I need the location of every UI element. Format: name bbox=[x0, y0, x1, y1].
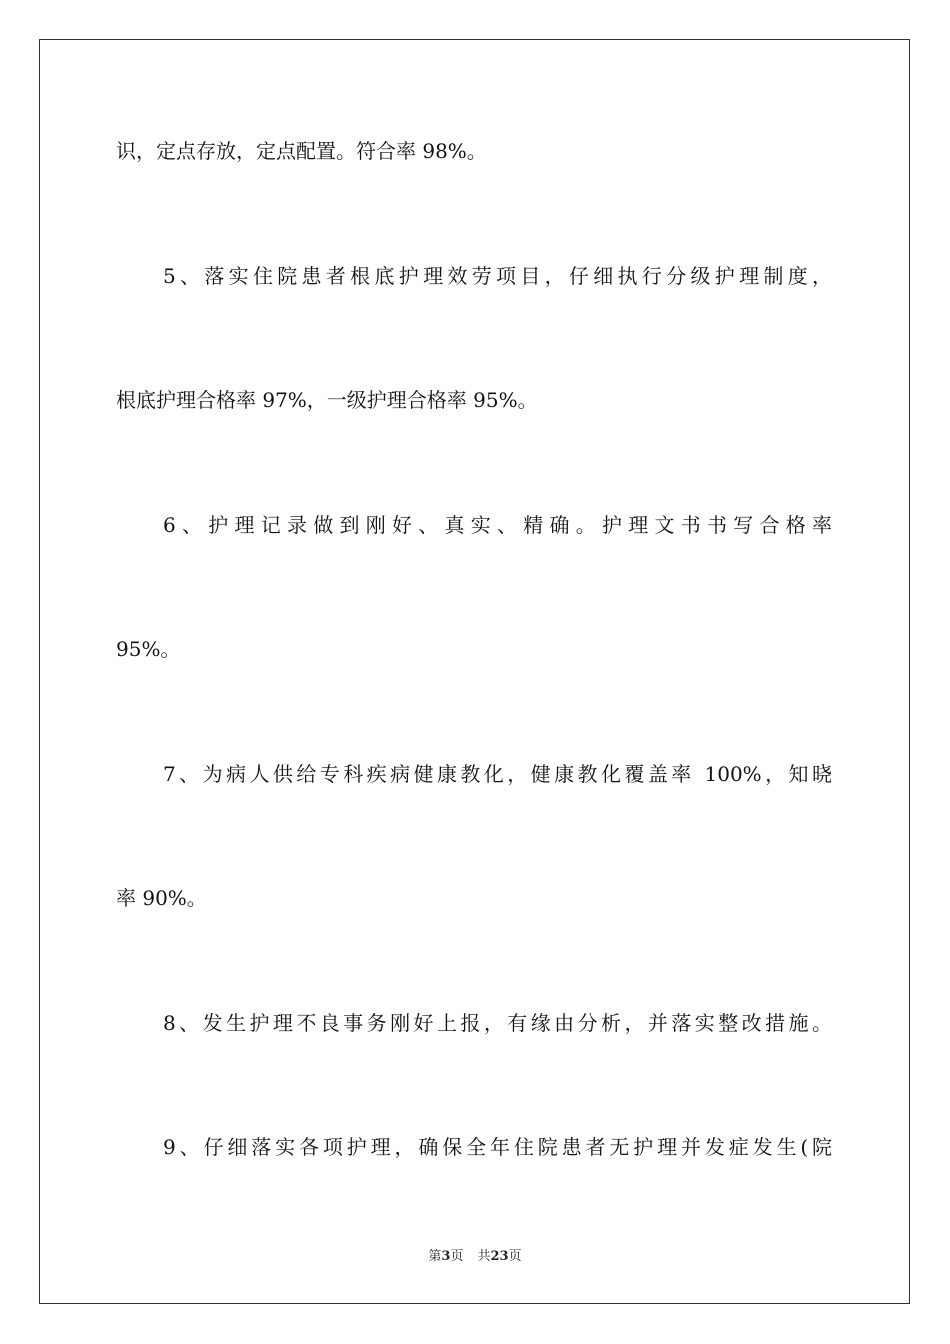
text-line-5: 95%。 bbox=[116, 637, 181, 661]
total-prefix: 共 bbox=[477, 1249, 491, 1264]
page-suffix: 页 bbox=[450, 1249, 464, 1264]
text-line-6: 7、为病人供给专科疾病健康教化，健康教化覆盖率 100%，知晓 bbox=[163, 762, 832, 786]
text-line-4: 6、护理记录做到刚好、真实、精确。护理文书书写合格率 bbox=[163, 513, 832, 537]
page-footer bbox=[0, 1249, 950, 1265]
total-suffix: 页 bbox=[508, 1249, 522, 1264]
page-border bbox=[39, 39, 910, 1304]
text-line-3: 根底护理合格率 97%，一级护理合格率 95%。 bbox=[116, 388, 538, 412]
page-prefix: 第 bbox=[428, 1249, 442, 1264]
text-line-9: 9、仔细落实各项护理，确保全年住院患者无护理并发症发生(院 bbox=[163, 1135, 832, 1159]
text-line-1: 识，定点存放，定点配置。符合率 98%。 bbox=[116, 139, 487, 163]
total-pages: 23 bbox=[490, 1249, 509, 1264]
text-line-7: 率 90%。 bbox=[116, 886, 207, 910]
page-number: 3 bbox=[441, 1249, 451, 1264]
text-line-8: 8、发生护理不良事务刚好上报，有缘由分析，并落实整改措施。 bbox=[163, 1011, 832, 1035]
text-line-2: 5、落实住院患者根底护理效劳项目，仔细执行分级护理制度， bbox=[163, 264, 832, 288]
